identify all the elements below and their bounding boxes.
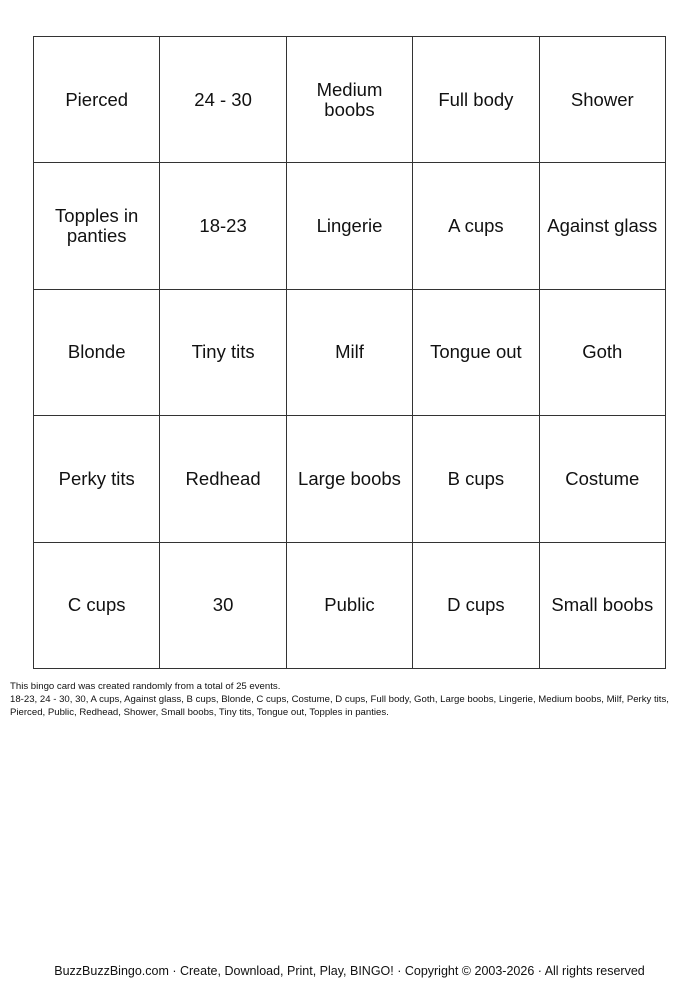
page-footer: BuzzBuzzBingo.com · Create, Download, Print, Play, BINGO! · Copyright © 2003-2026 · All rights reserved bbox=[54, 964, 645, 978]
events-note bbox=[10, 680, 690, 719]
bingo-cell: Lingerie bbox=[287, 163, 413, 289]
bingo-cell: Small boobs bbox=[540, 543, 666, 669]
bingo-cell: Milf bbox=[287, 290, 413, 416]
bingo-grid bbox=[33, 36, 666, 669]
bingo-cell: Shower bbox=[540, 37, 666, 163]
bingo-cell: Public bbox=[287, 543, 413, 669]
bingo-cell: Tongue out bbox=[413, 290, 539, 416]
bingo-cell: Topples in panties bbox=[34, 163, 160, 289]
bingo-cell: Full body bbox=[413, 37, 539, 163]
bingo-cell: 24 - 30 bbox=[160, 37, 286, 163]
bingo-cell: Large boobs bbox=[287, 416, 413, 542]
bingo-cell: Tiny tits bbox=[160, 290, 286, 416]
bingo-cell: Pierced bbox=[34, 37, 160, 163]
bingo-cell: Costume bbox=[540, 416, 666, 542]
events-note-list: 18-23, 24 - 30, 30, A cups, Against glass, B cups, Blonde, C cups, Costume, D cups, Full body, Goth, Large boobs, Lingerie, Medium boobs, Milf, Perky tits, Pierced, Public, Redhead, Shower, Small boobs, Tiny tits, Tongue out, Topples in panties. bbox=[10, 694, 669, 718]
bingo-cell: 18-23 bbox=[160, 163, 286, 289]
bingo-cell: A cups bbox=[413, 163, 539, 289]
bingo-cell: 30 bbox=[160, 543, 286, 669]
bingo-cell: Medium boobs bbox=[287, 37, 413, 163]
bingo-cell: Blonde bbox=[34, 290, 160, 416]
bingo-cell: B cups bbox=[413, 416, 539, 542]
bingo-cell: Against glass bbox=[540, 163, 666, 289]
bingo-cell: D cups bbox=[413, 543, 539, 669]
bingo-cell: Perky tits bbox=[34, 416, 160, 542]
bingo-cell: C cups bbox=[34, 543, 160, 669]
events-note-summary: This bingo card was created randomly from a total of 25 events. bbox=[10, 681, 281, 692]
bingo-cell: Redhead bbox=[160, 416, 286, 542]
bingo-cell: Goth bbox=[540, 290, 666, 416]
